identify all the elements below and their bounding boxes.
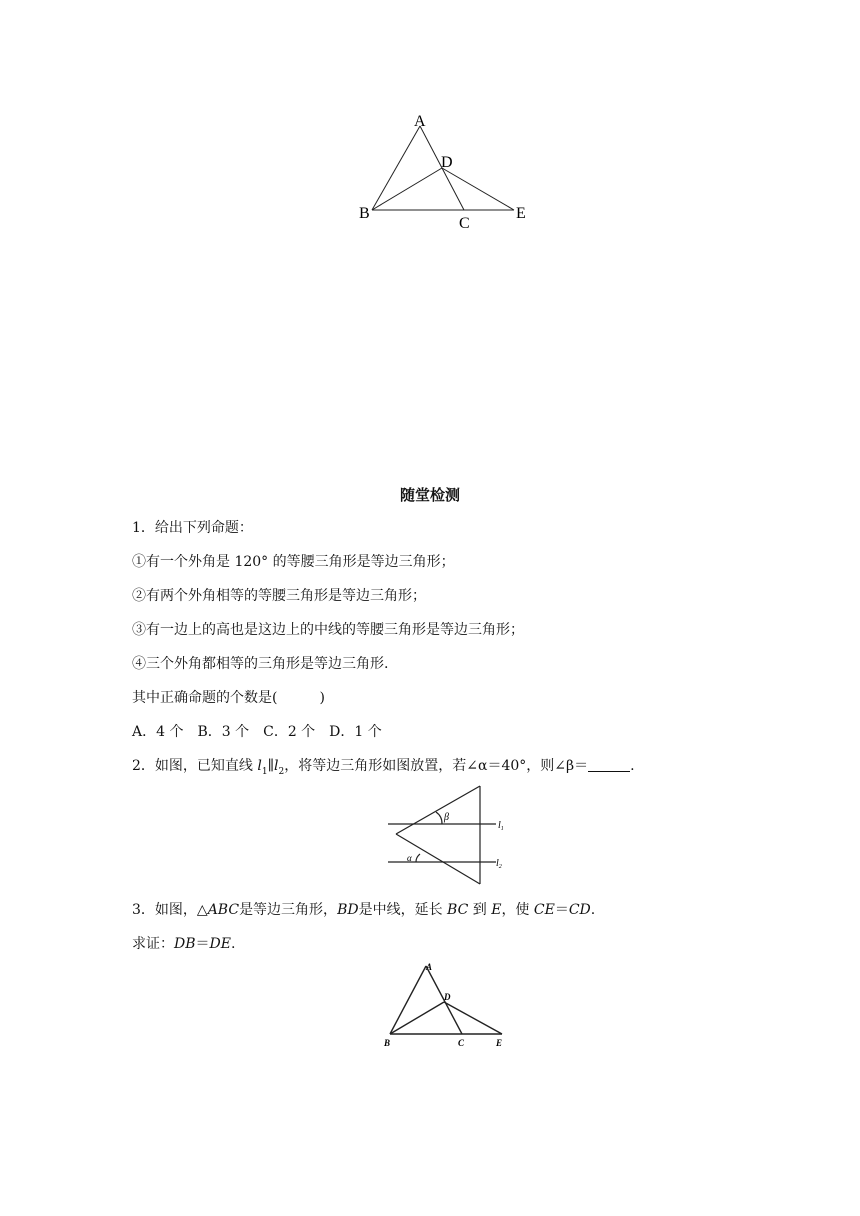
q2-parallel: ∥ [267, 758, 275, 774]
beta-arc [436, 812, 442, 824]
q3-eq2: ＝ [195, 936, 210, 952]
q3-t2: 是中线，延长 [358, 902, 448, 918]
q3-eq: ＝ [554, 902, 569, 918]
q3-num: 3．如图，△ [132, 902, 208, 918]
q1-options: A．4 个 B．3 个 C．2 个 D．1 个 [132, 724, 382, 740]
label-e: E [496, 1038, 503, 1048]
label-c: C [459, 215, 470, 232]
q2-beta: β [566, 758, 575, 774]
q3-dot2: . [230, 936, 236, 952]
label-d: D [444, 992, 451, 1002]
parallel-lines-figure [384, 784, 514, 888]
q3-e: E [491, 902, 502, 918]
q3-abc: ABC [207, 902, 240, 918]
label-b: B [384, 1038, 391, 1048]
q3-t3: 到 [468, 902, 492, 918]
alpha-label: α [407, 853, 412, 863]
q2-l1-sub: 1 [261, 766, 268, 777]
q2-prefix: 2．如图，已知直线 [132, 758, 258, 774]
q3-prove [132, 934, 235, 954]
label-a: A [426, 962, 433, 972]
alpha-arc [416, 854, 420, 862]
q3-bc: BC [447, 902, 469, 918]
label-a: A [414, 113, 426, 130]
q3-ce: CE [533, 902, 555, 918]
answer-blank [588, 757, 630, 772]
label-b: B [359, 205, 370, 222]
q2-end: . [630, 758, 635, 774]
segment-ab [372, 126, 420, 210]
q3-db: DB [174, 936, 196, 952]
q3-bd: BD [337, 902, 359, 918]
q1-question: 其中正确命题的个数是( ) [132, 690, 325, 706]
segment-de [444, 1002, 502, 1034]
label-e: E [516, 205, 526, 222]
label-c: C [458, 1038, 465, 1048]
q3-cd: CD [568, 902, 591, 918]
q3-prove-label: 求证： [132, 936, 174, 952]
q1-item-3: ③有一边上的高也是这边上的中线的等腰三角形是等边三角形； [132, 622, 524, 638]
q1-item-1: ①有一个外角是 120° 的等腰三角形是等边三角形； [132, 554, 455, 570]
triangle-figure-q3 [378, 958, 518, 1050]
q1-item-2: ②有两个外角相等的等腰三角形是等边三角形； [132, 588, 426, 604]
q3-de: DE [209, 936, 231, 952]
q2-eq: ＝ [574, 758, 589, 774]
triangle-figure-top [350, 108, 540, 238]
q1-stem: 1．给出下列命题： [132, 520, 253, 536]
q3-dot: . [590, 902, 596, 918]
q2-alpha: α [478, 758, 488, 774]
q3-t1: 是等边三角形， [239, 902, 338, 918]
beta-label: β [444, 812, 449, 823]
q3-text [132, 900, 595, 920]
l2-label: $l_2$ [496, 858, 502, 870]
section-title: 随堂检测 [399, 486, 460, 504]
q2-l2: l [274, 758, 279, 774]
q2-l2-sub: 2 [278, 766, 285, 777]
q3-t4: ，使 [501, 902, 534, 918]
q2-text [132, 756, 635, 782]
q2-middle: ，将等边三角形如图放置，若∠ [284, 758, 478, 774]
segment-bd [372, 168, 442, 210]
q1-item-4: ④三个外角都相等的三角形是等边三角形. [132, 656, 389, 672]
label-d: D [441, 154, 453, 171]
l1-label: $l_1$ [498, 820, 504, 832]
q2-eq40: ＝40°，则∠ [487, 758, 567, 774]
triangle-upper-side [396, 786, 480, 834]
q2-l1: l [257, 758, 262, 774]
